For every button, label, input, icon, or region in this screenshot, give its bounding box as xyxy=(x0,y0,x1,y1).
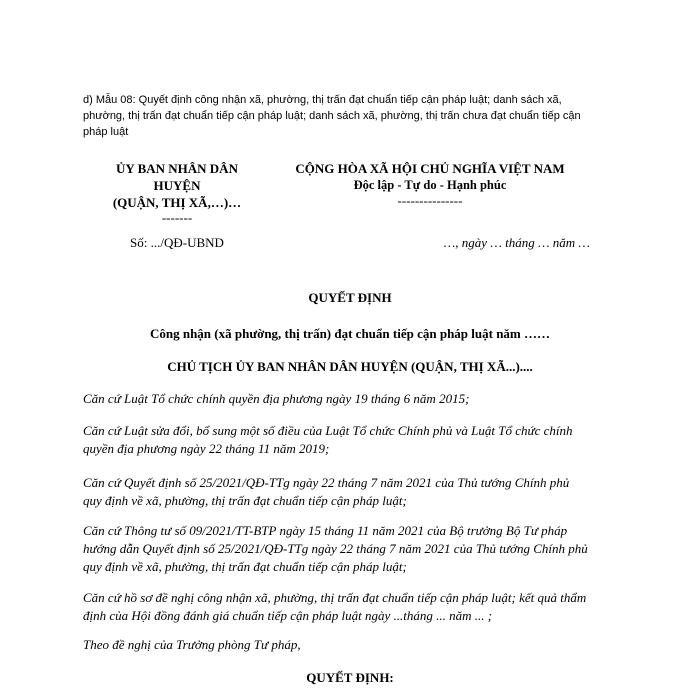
proposal-paragraph xyxy=(83,636,621,654)
paragraph-line: Căn cứ Luật sửa đổi, bổ sung một số điều của Luật Tổ chức Chính phủ và Luật Tổ chức chính xyxy=(83,423,573,438)
motto-divider: --------------- xyxy=(397,193,463,208)
national-header xyxy=(276,160,584,208)
template-intro xyxy=(83,92,613,140)
authority-divider: ------- xyxy=(161,210,193,225)
paragraph-line: quy định về xã, phường, thị trấn đạt chuẩn tiếp cận pháp luật; xyxy=(83,493,407,508)
document-date: …, ngày … tháng … năm … xyxy=(443,235,590,250)
issuing-authority-title: CHỦ TỊCH ỦY BAN NHÂN DÂN HUYỆN (QUẬN, THỊ XÃ...).... xyxy=(167,359,533,374)
document-number: Số: .../QĐ-UBND xyxy=(130,235,224,250)
intro-line: d) Mẫu 08: Quyết định công nhận xã, phường, thị trấn đạt chuẩn tiếp cận pháp luật; danh sách xã, xyxy=(83,94,562,106)
issuing-authority-header xyxy=(92,160,262,225)
paragraph-line: Căn cứ Quyết định số 25/2021/QĐ-TTg ngày 22 tháng 7 năm 2021 của Thủ tướng Chính phủ xyxy=(83,475,570,490)
legal-basis-paragraph xyxy=(83,390,621,408)
authority-line: HUYỆN xyxy=(153,178,201,193)
legal-basis-paragraph xyxy=(83,522,621,576)
paragraph-line: Theo đề nghị của Trưởng phòng Tư pháp, xyxy=(83,637,301,652)
paragraph-line: Căn cứ Thông tư số 09/2021/TT-BTP ngày 15 tháng 11 năm 2021 của Bộ trưởng Bộ Tư pháp xyxy=(83,523,568,538)
authority-line: ỦY BAN NHÂN DÂN xyxy=(116,161,238,176)
paragraph-line: quyền địa phương ngày 22 tháng 11 năm 2019; xyxy=(83,441,330,456)
document-subject: Công nhận (xã phường, thị trấn) đạt chuẩn tiếp cận pháp luật năm …… xyxy=(149,326,551,341)
legal-basis-paragraph xyxy=(83,589,621,625)
paragraph-line: Căn cứ Luật Tổ chức chính quyền địa phương ngày 19 tháng 6 năm 2015; xyxy=(83,391,470,406)
paragraph-line: quy định về xã, phường, thị trấn đạt chuẩn tiếp cận pháp luật; xyxy=(83,559,407,574)
national-motto: Độc lập - Tự do - Hạnh phúc xyxy=(353,178,507,192)
legal-basis-paragraph xyxy=(83,422,621,458)
decision-heading: QUYẾT ĐỊNH: xyxy=(306,670,394,685)
legal-basis-paragraph xyxy=(83,474,621,510)
paragraph-line: hướng dẫn Quyết định số 25/2021/QĐ-TTg ngày 22 tháng 7 năm 2021 của Thủ tướng Chính phủ xyxy=(83,541,588,556)
paragraph-line: Căn cứ hồ sơ đề nghị công nhận xã, phường, thị trấn đạt chuẩn tiếp cận pháp luật; kết quả thẩm xyxy=(83,590,587,605)
document-title: QUYẾT ĐỊNH xyxy=(308,290,392,305)
intro-line: pháp luật xyxy=(83,126,129,138)
intro-line: phường, thị trấn đạt chuẩn tiếp cận pháp luật; danh sách xã, phường, thị trấn chưa đạt chuẩn tiếp cận xyxy=(83,110,581,122)
authority-line: (QUẬN, THỊ XÃ,…)… xyxy=(112,195,242,210)
nation-name: CỘNG HÒA XÃ HỘI CHỦ NGHĨA VIỆT NAM xyxy=(295,161,565,176)
paragraph-line: định của Hội đồng đánh giá chuẩn tiếp cận pháp luật ngày ...tháng ... năm ... ; xyxy=(83,608,493,623)
